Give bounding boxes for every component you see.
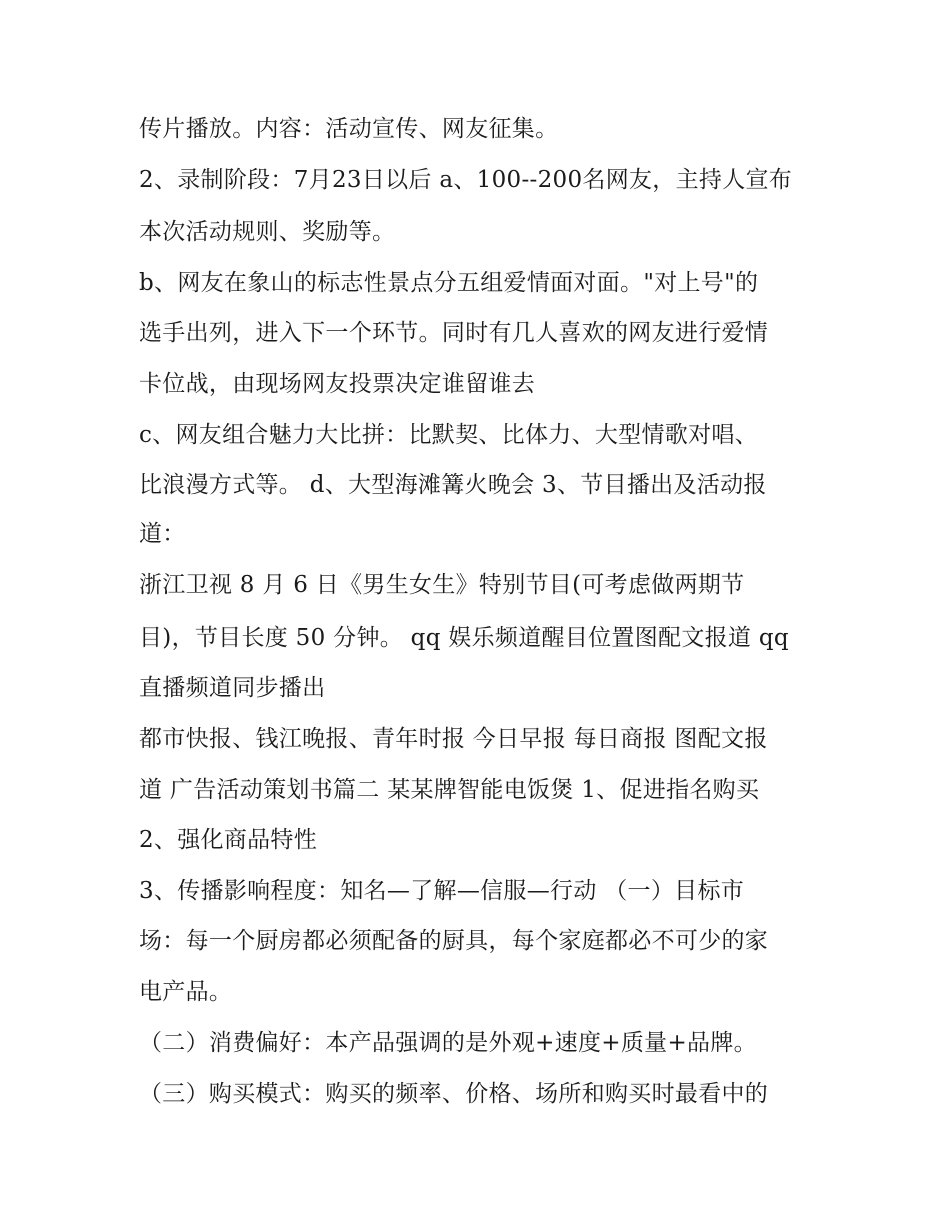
text-line: （二）消费偏好：本产品强调的是外观+速度+质量+品牌。 — [139, 1030, 757, 1056]
text-line: 传片播放。内容：活动宣传、网友征集。 — [139, 116, 559, 142]
text-line: 浙江卫视 8 月 6 日《男生女生》特别节目(可考虑做两期节 — [139, 572, 745, 598]
text-line: b、网友在象山的标志性景点分五组爱情面对面。"对上号"的 — [139, 270, 759, 296]
text-line: 本次活动规则、奖励等。 — [139, 219, 396, 245]
text-line: （三）购买模式：购买的频率、价格、场所和购买时最看中的 — [139, 1081, 769, 1107]
text-line: 卡位战，由现场网友投票决定谁留谁去 — [139, 371, 536, 397]
text-line: c、网友组合魅力大比拼：比默契、比体力、大型情歌对唱、 — [139, 422, 758, 448]
text-line: 场：每一个厨房都必须配备的厨具，每个家庭都必不可少的家 — [139, 928, 769, 954]
text-line: 比浪漫方式等。 d、大型海滩篝火晚会 3、节目播出及活动报 — [139, 472, 767, 498]
text-line: 道： — [139, 521, 186, 547]
text-line: 目)，节目长度 50 分钟。 qq 娱乐频道醒目位置图配文报道 qq — [139, 625, 789, 651]
text-line: 3、传播影响程度：知名—了解—信服—行动 （一）目标市 — [139, 878, 745, 904]
text-line: 道 广告活动策划书篇二 某某牌智能电饭煲 1、促进指名购买 — [139, 777, 760, 803]
text-line: 直播频道同步播出 — [139, 675, 326, 701]
text-line: 都市快报、钱江晚报、青年时报 今日早报 每日商报 图配文报 — [139, 726, 768, 752]
text-line: 选手出列，进入下一个环节。同时有几人喜欢的网友进行爱情 — [139, 320, 769, 346]
text-line: 电产品。 — [139, 979, 233, 1005]
text-line: 2、录制阶段：7月23日以后 a、100--200名网友，主持人宣布 — [139, 167, 793, 193]
text-line: 2、强化商品特性 — [139, 827, 318, 853]
